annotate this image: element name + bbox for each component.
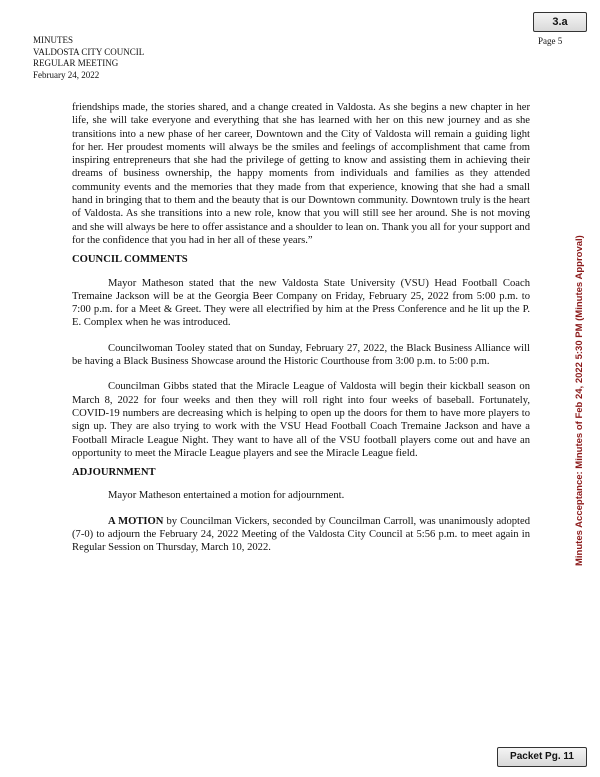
packet-page-tag: Packet Pg. 11 [497, 747, 587, 767]
minutes-acceptance-note: Minutes Acceptance: Minutes of Feb 24, 2022 5:30 PM (Minutes Approval) [574, 235, 585, 566]
document-body [72, 101, 530, 555]
tooley-paragraph: Councilwoman Tooley stated that on Sunday, February 27, 2022, the Black Business Alliance will be having a Black Business Showcase around the Historic Courthouse from 3:00 p.m. to 5:00 p.m. [72, 342, 530, 368]
intro-paragraph: friendships made, the stories shared, and a change created in Valdosta. As she begins a new chapter in her life, she will take everyone and everything that she has learned with her on this new journey and as she transitions into a new phase of her career, Downtown and the City of Valdosta will remain a guiding light for her. Her proudest moments will always be the smiles and feelings of accomplishment that came from inspiring entrepreneurs that she had the privilege of getting to know and assisting them in achieving their dreams of business ownership, the happy moments from individuals and families as they attended community events and the memories that they made from that experience, knowing that she had a small hand in bringing that to them and the beauty that is our Downtown community. Downtown truly is the heart of Valdosta. As she transitions into a new role, know that you will still see her around. She is not moving and she will always be here to offer assistance and a shoulder to lean on. Thank you all for your support and for the confidence that you had in her all of these years.” [72, 102, 530, 246]
adjournment-heading: ADJOURNMENT [72, 467, 156, 479]
council-comments-heading: COUNCIL COMMENTS [72, 254, 188, 266]
gibbs-paragraph: Councilman Gibbs stated that the Miracle League of Valdosta will begin their kickball season on March 8, 2022 for four weeks and then they will roll right into four weeks of baseball. Fortunately, COVID-19 numbers are decreasing which is helping to open up the doors for them to have more players to sign up. They are also trying to work with the VSU Head Football Coach Tremaine Jackson and have a Football Miracle League Night. They want to have all of the VSU football players come out and have an opportunity to meet the Miracle League players and see the Miracle League field. [72, 381, 530, 459]
matheson-paragraph: Mayor Matheson stated that the new Valdosta State University (VSU) Head Football Coach Tremaine Jackson will be at the Georgia Beer Company on Friday, February 25, 2022 from 5:00 p.m. to 7:00 p.m. for a Meet & Greet. They were all electrified by him at the Press Conference and he lit up the P. E. Complex when he was introduced. [72, 277, 530, 329]
motion-text: by Councilman Vickers, seconded by Councilman Carroll, was unanimously adopted (7-0) to adjourn the February 24, 2022 Meeting of the Valdosta City Council at 5:56 p.m. to meet again in Regular Session on Thursday, March 10, 2022. [72, 515, 530, 554]
agenda-item-tag: 3.a [533, 12, 587, 32]
adjournment-intro-paragraph: Mayor Matheson entertained a motion for adjournment. [108, 490, 345, 502]
header-line-minutes: MINUTES [33, 35, 73, 45]
header-line-council: VALDOSTA CITY COUNCIL [33, 46, 145, 57]
header-line-meeting: REGULAR MEETING [33, 58, 119, 68]
header-line-date: February 24, 2022 [33, 69, 100, 80]
motion-paragraph [72, 515, 530, 555]
page-number: Page 5 [538, 36, 563, 46]
motion-label: A MOTION [108, 515, 164, 527]
document-header [33, 35, 144, 81]
